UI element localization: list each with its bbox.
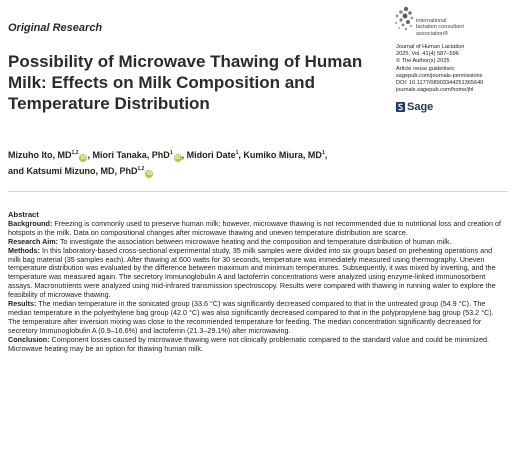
- author-name: Kumiko Miura, MD: [243, 150, 322, 160]
- abstract: [8, 211, 506, 354]
- society-line-2: lactation consultant: [416, 24, 464, 31]
- author-affiliation: 1,2: [137, 166, 145, 172]
- abstract-section-label: Research Aim:: [8, 236, 59, 246]
- abstract-section-label: Results:: [8, 299, 37, 309]
- divider: [8, 191, 508, 192]
- abstract-heading: Abstract: [8, 210, 39, 219]
- section-label: Original Research: [8, 22, 103, 34]
- author-name: Midori Date: [186, 150, 236, 160]
- abstract-section-label: Background:: [8, 218, 53, 228]
- author-separator: ,: [238, 150, 244, 160]
- society-line-1: international: [416, 18, 447, 24]
- orcid-icon[interactable]: iD: [80, 155, 86, 161]
- article-title: Possibility of Microwave Thawing of Human Milk: Effects on Milk Composition and Temperature Distribution: [8, 52, 363, 113]
- abstract-section-text: In this laboratory-based cross-sectional experimental study, 35 milk samples were divided into six groups based on preheating operations and milk bag material (35 samples each). After thawing at 600 watts for 30 seconds, temperature was immediately measured using thermography. Uneven temperature distribution was evaluated by the difference between maximum and minimum temperatures. Subsequently, it was mixed by inverting, and the temperature was measured again. The secretory Immunoglobulin A and lactoferrin concentrations were analyzed using enzyme-linked immunosorbent assays. Macronutrients were analyzed using mid-infrared transmission spectroscopy. Results were compared with thawing in running water to explore the feasibility of microwave thawing.: [8, 245, 496, 300]
- ilca-logo: [392, 4, 508, 40]
- author-separator: ,: [181, 150, 187, 160]
- author-affiliation: 1: [321, 150, 325, 156]
- abstract-section: [8, 336, 506, 354]
- sage-logo: [396, 101, 433, 113]
- sage-s-icon: [396, 102, 405, 112]
- author-affiliation: 1,2: [71, 150, 79, 156]
- reuse-link[interactable]: sagepub.com/journals-permissions: [396, 72, 483, 79]
- author-name: and Katsumi Mizuno, MD, PhD: [8, 166, 138, 176]
- author-list: [8, 146, 388, 178]
- author-affiliation: 1: [235, 150, 239, 156]
- abstract-section-label: Conclusion:: [8, 334, 50, 344]
- author-separator: ,: [324, 150, 328, 160]
- journal-citation: 2025, Vol. 41(4) 587–596: [396, 51, 459, 58]
- journal-meta: [396, 44, 508, 94]
- abstract-section-label: Methods:: [8, 245, 40, 255]
- abstract-section-text: Component losses caused by microwave thawing were not clinically problematic compared to the standard value and could be minimized. Microwave heating may be an option for thawing human milk.: [8, 334, 489, 353]
- author-separator: ,: [87, 150, 93, 160]
- copyright: © The Author(s) 2025: [396, 58, 450, 65]
- abstract-section-text: The median temperature in the sonicated group (33.6 °C) was significantly decreased compared to that in the untreated group (54.9 °C). The median temperature in the polyethylene bag group (42.0 °C) was also significantly decreased compared to that in the polypropylene bag group (53.2 °C). The temperature after inversion mixing was close to the recommended temperature for feeding. The median concentration significantly decreased for secretory Immunoglobulin A (0.9–16.6%) and lactoferrin (21.3–29.1%) after microwaving.: [8, 299, 494, 335]
- abstract-section: [8, 247, 506, 300]
- orcid-icon[interactable]: iD: [146, 171, 152, 177]
- journal-name: Journal of Human Lactation: [396, 44, 465, 50]
- author-affiliation: 1: [169, 150, 173, 156]
- abstract-section-text: To investigate the association between microwave heating and the composition and temperature distribution of human milk.: [58, 236, 452, 246]
- author-name: Mizuho Ito, MD: [8, 150, 72, 160]
- author-name: Miori Tanaka, PhD: [92, 150, 170, 160]
- ilca-logo-icon: [392, 6, 414, 32]
- reuse-label: Article reuse guidelines:: [396, 65, 456, 72]
- journal-home-link[interactable]: journals.sagepub.com/home/jhl: [396, 87, 474, 94]
- society-line-3: association®: [416, 30, 449, 37]
- doi[interactable]: DOI: 10.1177/08903344251365640: [396, 80, 484, 87]
- publisher-name: Sage: [407, 101, 434, 113]
- orcid-icon[interactable]: iD: [175, 155, 181, 161]
- abstract-section: [8, 220, 506, 238]
- abstract-section: [8, 300, 506, 336]
- abstract-section-text: Freezing is commonly used to preserve human milk; however, microwave thawing is not recommended due to nutritional loss and creation of hotspots in the milk. Data on compositional changes after microwave thawing and uneven temperature distribution are scarce.: [8, 218, 501, 237]
